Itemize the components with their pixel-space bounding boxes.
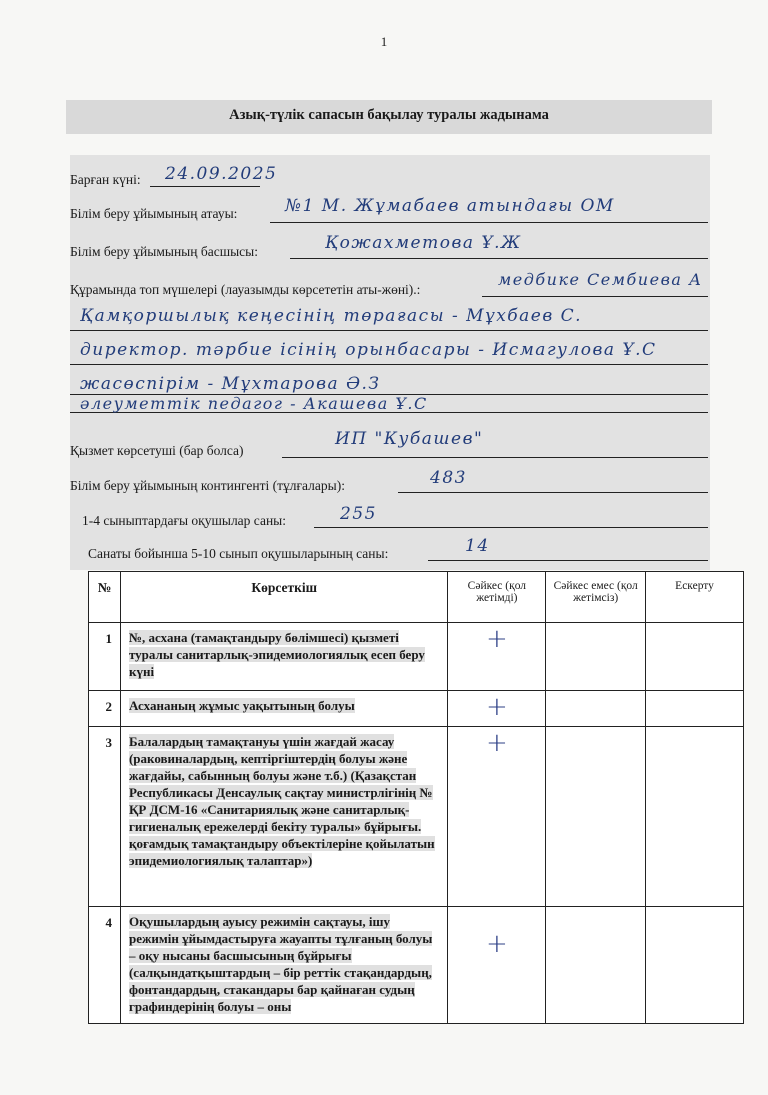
note-cell[interactable] [646, 727, 744, 907]
compliant-cell[interactable] [448, 623, 546, 691]
grades-5-10-value: 14 [465, 536, 490, 556]
table-row [89, 907, 744, 1024]
org-name-label: Білім беру ұйымының атауы: [70, 206, 238, 221]
member-2: директор. тәрбие ісінің орынбасары - Исмагулова Ұ.С [80, 340, 657, 360]
row-indicator [120, 623, 447, 691]
member-1: Қамқоршылық кеңесінің төрағасы - Мұхбаев С. [80, 306, 583, 326]
plus-mark: + [485, 624, 508, 654]
members-label: Құрамында топ мүшелері (лауазымды көрсететін аты-жөні).: [70, 282, 421, 297]
noncompliant-cell[interactable] [546, 907, 646, 1024]
header-noncompliant: Сәйкес емес (қол жетімсіз) [546, 572, 646, 623]
org-head-value: Қожахметова Ұ.Ж [325, 233, 522, 253]
noncompliant-cell[interactable] [546, 691, 646, 727]
noncompliant-cell[interactable] [546, 727, 646, 907]
provider-value: ИП "Кубашев" [335, 429, 484, 449]
provider-line [282, 457, 708, 458]
header-compliant: Сәйкес (қол жетімді) [448, 572, 546, 623]
member-3: жасөспірім - Мұхтарова Ә.З [80, 374, 381, 394]
table-header-row [89, 572, 744, 623]
compliant-cell[interactable] [448, 691, 546, 727]
grades-5-10-label: Санаты бойынша 5-10 сынып оқушыларының саны: [88, 546, 389, 561]
members-line-1 [70, 330, 708, 331]
note-cell[interactable] [646, 623, 744, 691]
note-cell[interactable] [646, 907, 744, 1024]
org-head-label: Білім беру ұйымының басшысы: [70, 244, 258, 259]
provider-label: Қызмет көрсетуші (бар болса) [70, 443, 244, 458]
table-row [89, 691, 744, 727]
compliant-cell[interactable] [448, 907, 546, 1024]
noncompliant-cell[interactable] [546, 623, 646, 691]
plus-mark: + [485, 728, 508, 758]
page-number: 1 [380, 34, 388, 49]
header-number: № [89, 572, 121, 623]
member-0: медбике Сембиева А [498, 270, 703, 289]
compliant-cell[interactable] [448, 727, 546, 907]
plus-mark: + [485, 692, 508, 722]
header-indicator: Көрсеткіш [120, 572, 447, 623]
row-number: 1 [89, 623, 121, 691]
grades-1-4-value: 255 [340, 504, 377, 524]
grades-1-4-line [314, 527, 708, 528]
document-title: Азық-түлік сапасын бақылау туралы жадынама [66, 100, 712, 134]
contingent-line [398, 492, 708, 493]
grades-1-4-label: 1-4 сыныптардағы оқушылар саны: [82, 513, 286, 528]
plus-mark: + [485, 929, 508, 959]
row-indicator-text: Оқушылардың ауысу режимін сақтауы, ішу режимін ұйымдастыруға жауапты тұлғаның болуы – оқу нысаны басшысының бұйрығы (салқындатқыштардың – бір реттік стақандардың, фонтандардың, стакандары бар қайнаған судың графиндерінің болуы – оны [128, 914, 433, 1014]
table-row [89, 623, 744, 691]
org-name-value: №1 М. Жұмабаев атындағы ОМ [285, 196, 615, 216]
row-number: 2 [89, 691, 121, 727]
org-head-line [290, 258, 708, 259]
checklist-table [88, 571, 744, 1024]
org-name-line [270, 222, 708, 223]
row-indicator-text: №, асхана (тамақтандыру бөлімшесі) қызметі туралы санитарлық-эпидемиологиялық есеп беру күні [128, 630, 425, 679]
visit-date-value: 24.09.2025 [165, 164, 278, 184]
row-indicator-text: Балалардың тамақтануы үшін жағдай жасау (раковиналардың, кептіргіштердің болуы және жағдайы, сабынның болуы және т.б.) (Қазақстан Республикасы Денсаулық сақтау министрлігінің № ҚР ДСМ-16 «Санитариялық және санитарлық-гигиеналық ережелерді бекіту туралы» бұйрығы. қоғамдық тамақтандыру объектілеріне қойылатын эпидемиологиялық талаптар») [128, 734, 435, 868]
row-indicator [120, 727, 447, 907]
contingent-label: Білім беру ұйымының контингенті (тұлғалары): [70, 478, 345, 493]
members-line-2 [70, 364, 708, 365]
grades-5-10-line [428, 560, 708, 561]
row-indicator [120, 907, 447, 1024]
row-number: 4 [89, 907, 121, 1024]
note-cell[interactable] [646, 691, 744, 727]
visit-date-label: Барған күні: [70, 172, 141, 187]
contingent-value: 483 [430, 468, 467, 488]
header-note: Ескерту [646, 572, 744, 623]
row-number: 3 [89, 727, 121, 907]
visit-date-line [150, 186, 260, 187]
row-indicator [120, 691, 447, 727]
member-4: әлеуметтік педагог - Акашева Ұ.С [80, 394, 428, 413]
table-row [89, 727, 744, 907]
members-line-0 [482, 296, 708, 297]
row-indicator-text: Асхананың жұмыс уақытының болуы [128, 698, 355, 713]
